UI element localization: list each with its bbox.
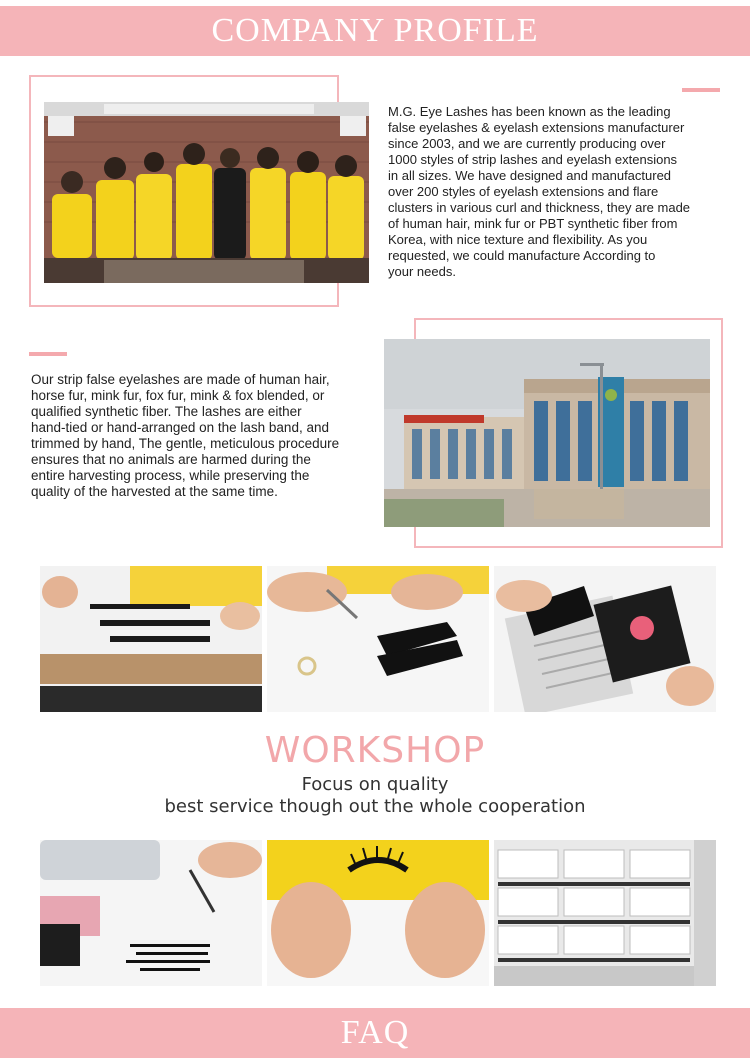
intro-line: clusters in various curl and thickness, they are made — [388, 200, 691, 215]
intro-paragraph — [388, 104, 733, 280]
faq-banner — [0, 1008, 750, 1058]
intro-line: of human hair, mink fur or PBT synthetic fiber from — [388, 216, 678, 231]
products-line: ensures that no animals are harmed during the — [31, 452, 311, 467]
products-line: qualified synthetic fiber. The lashes are either — [31, 404, 302, 419]
intro-line: in all sizes. We have designed and manufactured — [388, 168, 672, 183]
factory-building-photo — [384, 339, 710, 527]
faq-title: FAQ — [340, 1014, 410, 1051]
company-profile-title: COMPANY PROFILE — [211, 12, 539, 49]
intro-line: since 2003, and we are currently producing over — [388, 136, 666, 151]
packaging-shelves-photo — [494, 840, 716, 986]
intro-line: requested, we could manufacture According to — [388, 248, 656, 263]
products-line: trimmed by hand, The gentle, meticulous procedure — [31, 436, 340, 451]
intro-line: M.G. Eye Lashes has been known as the leading — [388, 104, 671, 119]
decor-dash-left — [29, 352, 67, 356]
products-line: Our strip false eyelashes are made of human hair, — [31, 372, 330, 387]
mink-lash-hold-photo — [267, 840, 489, 986]
products-line: hand-tied or hand-arranged on the lash band, and — [31, 420, 329, 435]
products-line: quality of the harvested at the same time. — [31, 484, 278, 499]
decor-dash-right — [682, 88, 720, 92]
workshop-subtitle-1: Focus on quality — [301, 774, 449, 795]
intro-line: 1000 styles of strip lashes and eyelash extensions — [388, 152, 678, 167]
tweezers-lash-photo — [267, 566, 489, 712]
team-photo — [44, 102, 369, 283]
workshop-subtitle-2: best service though out the whole cooperation — [164, 796, 586, 817]
intro-line: over 200 styles of eyelash extensions and flare — [388, 184, 659, 199]
intro-line: false eyelashes & eyelash extensions manufacturer — [388, 120, 685, 135]
company-profile-banner — [0, 6, 750, 56]
lash-sorting-photo — [40, 840, 262, 986]
products-line: horse fur, mink fur, fox fur, mink & fox blended, or — [31, 388, 325, 403]
workshop-title: WORKSHOP — [264, 730, 486, 771]
lash-packaging-photo — [494, 566, 716, 712]
products-line: entire harvesting process, while preserving the — [31, 468, 310, 483]
lash-strip-trays-photo — [40, 566, 262, 712]
intro-line: Korea, with nice texture and flexibility. As you — [388, 232, 648, 247]
intro-line: your needs. — [388, 264, 456, 279]
products-paragraph — [31, 372, 381, 500]
